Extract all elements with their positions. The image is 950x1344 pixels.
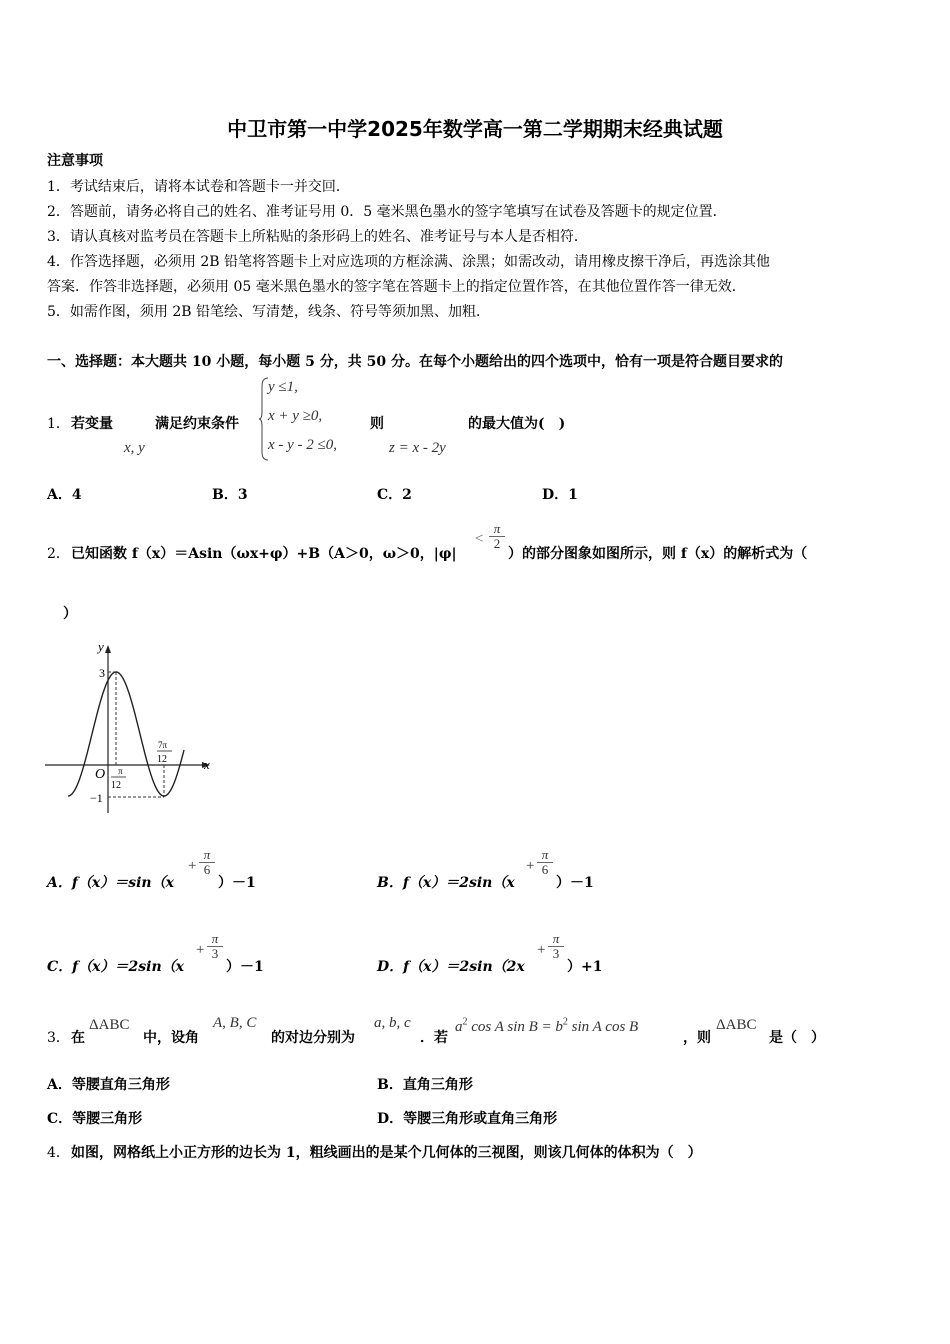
q2-option-a-plus: + <box>188 858 197 874</box>
q1-option-c: C．2 <box>377 487 412 503</box>
q2-option-b-pre: B．f（x）＝2sin（x <box>377 875 515 891</box>
q2-option-c-frac <box>207 932 223 961</box>
q2-option-b-post: ）－1 <box>556 875 594 891</box>
q2-option-b-den: 6 <box>537 862 553 877</box>
q3-equation <box>455 1016 638 1036</box>
q3-text-2: 中，设角 <box>143 1030 199 1046</box>
q1-constraint-1: y ≤1, <box>268 379 298 395</box>
notice-item-3: 3．请认真核对监考员在答题卡上所粘贴的条形码上的姓名、准考证号与本人是否相符． <box>47 229 588 245</box>
q2-option-d-post: ）+1 <box>567 959 603 975</box>
q2-number: 2． <box>47 546 70 562</box>
q2-option-d-frac <box>548 932 564 961</box>
q2-option-c-plus: + <box>196 942 205 958</box>
q1-constraint-2: x + y ≥0, <box>268 408 323 424</box>
q2-option-d-pre: D．f（x）＝2sin（2x <box>377 959 525 975</box>
notice-item-2: 2．答题前，请务必将自己的姓名、准考证号用 0．5 毫米黑色墨水的签字笔填写在试卷及答题卡的规定位置． <box>47 204 727 220</box>
section-heading: 一、选择题：本大题共 10 小题，每小题 5 分，共 50 分。在每个小题给出的四个选项中，恰有一项是符合题目要求的 <box>47 354 783 370</box>
q2-option-b-num: π <box>541 847 549 862</box>
q1-text-1: 若变量 <box>71 416 113 432</box>
q2-option-c-post: ）－1 <box>226 959 264 975</box>
q3-sides: a, b, c <box>374 1015 411 1031</box>
q2-option-c-den: 3 <box>207 946 223 961</box>
q3-number: 3． <box>47 1030 70 1046</box>
q3-triangle-2: ΔABC <box>716 1017 757 1033</box>
q2-option-d-plus: + <box>537 942 546 958</box>
q4-number: 4． <box>47 1145 70 1161</box>
y-max-label: 3 <box>99 666 105 680</box>
q2-option-a-post: ）－1 <box>218 875 256 891</box>
x2-num-label: 7π <box>158 740 168 750</box>
q3-option-a: A．等腰直角三角形 <box>47 1077 170 1093</box>
q3-triangle: ΔABC <box>89 1017 130 1033</box>
x1-num-label: π <box>118 766 123 776</box>
notice-item-4-cont: 答案．作答非选择题，必须用 05 毫米黑色墨水的签字笔在答题卡上的指定位置作答，在其他位置作答一律无效． <box>47 279 746 295</box>
q2-option-a-pre: A．f（x）＝sin（x <box>47 875 174 891</box>
q3-option-b: B．直角三角形 <box>377 1077 473 1093</box>
q2-option-b-plus: + <box>526 858 535 874</box>
q1-constraint-3: x - y - 2 ≤0, <box>268 437 338 453</box>
y-min-label: −1 <box>90 791 103 805</box>
q3-angles: A, B, C <box>213 1015 257 1031</box>
notice-item-1: 1．考试结束后，请将本试卷和答题卡一并交回． <box>47 179 350 195</box>
q3-text-5: ，则 <box>683 1030 711 1046</box>
q1-option-a: A．4 <box>47 487 82 503</box>
q2-function-graph <box>40 635 220 815</box>
q2-text-tail: ）的部分图象如图所示，则 f（x）的解析式为（ <box>508 546 808 562</box>
q3-text-3: 的对边分别为 <box>271 1030 355 1046</box>
page-title: 中卫市第一中学2025年数学高一第二学期期末经典试题 <box>227 117 723 141</box>
origin-label: O <box>95 767 106 782</box>
notice-item-4: 4．作答选择题，必须用 2B 铅笔将答题卡上对应选项的方框涂满、涂黑；如需改动，请用橡皮擦干净后，再选涂其他 <box>47 254 770 270</box>
q3-eq-mid: cos A sin B = b <box>467 1019 563 1035</box>
q1-objective: z = x - 2y <box>389 440 446 456</box>
q3-eq-sq2: 2 <box>562 1016 568 1028</box>
y-axis-label: y <box>98 639 104 654</box>
q1-option-d: D．1 <box>542 487 578 503</box>
q2-option-c-num: π <box>211 931 219 946</box>
q3-text-6: 是（ ） <box>769 1030 825 1046</box>
q1-number: 1． <box>47 416 70 432</box>
q2-less-than: < <box>474 531 485 547</box>
q3-eq-sq1: 2 <box>462 1016 468 1028</box>
notice-heading: 注意事项 <box>47 153 103 169</box>
q3-text-1: 在 <box>71 1030 85 1046</box>
q2-frac-num: π <box>493 521 501 536</box>
q2-close-paren: ） <box>63 606 77 622</box>
q2-option-a-den: 6 <box>199 862 215 877</box>
q3-option-c: C．等腰三角形 <box>47 1111 143 1127</box>
q2-frac-den: 2 <box>489 536 505 551</box>
x-axis-label: x <box>204 757 210 772</box>
q2-option-d-den: 3 <box>548 946 564 961</box>
q2-option-a-num: π <box>203 847 211 862</box>
q2-option-a-frac <box>199 848 215 877</box>
sine-curve <box>68 672 184 796</box>
x2-den-label: 12 <box>157 754 167 765</box>
q3-text-4: ．若 <box>420 1030 448 1046</box>
q2-option-c-pre: C．f（x）＝2sin（x <box>47 959 184 975</box>
q1-text-2: 满足约束条件 <box>155 416 239 432</box>
q1-text-4: 的最大值为( ) <box>468 416 566 432</box>
q2-text: 已知函数 f（x）＝Asin（ωx+φ）+B（A＞0，ω＞0，|φ| <box>71 546 457 562</box>
q1-text-3: 则 <box>370 416 384 432</box>
y-axis-arrow <box>105 645 111 653</box>
q4-text: 如图，网格纸上小正方形的边长为 1，粗线画出的是某个几何体的三视图，则该几何体的体积为（ ） <box>71 1145 702 1161</box>
q3-eq-end: sin A cos B <box>567 1019 639 1035</box>
q2-pi-over-2 <box>489 522 505 551</box>
q1-option-b: B．3 <box>212 487 248 503</box>
x1-den-label: 12 <box>111 780 121 791</box>
q3-option-d: D．等腰三角形或直角三角形 <box>377 1111 558 1127</box>
q2-option-d-num: π <box>552 931 560 946</box>
q1-vars: x, y <box>124 440 145 456</box>
notice-item-5: 5．如需作图，须用 2B 铅笔绘、写清楚，线条、符号等须加黑、加粗． <box>47 304 491 320</box>
q2-option-b-frac <box>537 848 553 877</box>
q3-eq-a: a <box>455 1019 463 1035</box>
